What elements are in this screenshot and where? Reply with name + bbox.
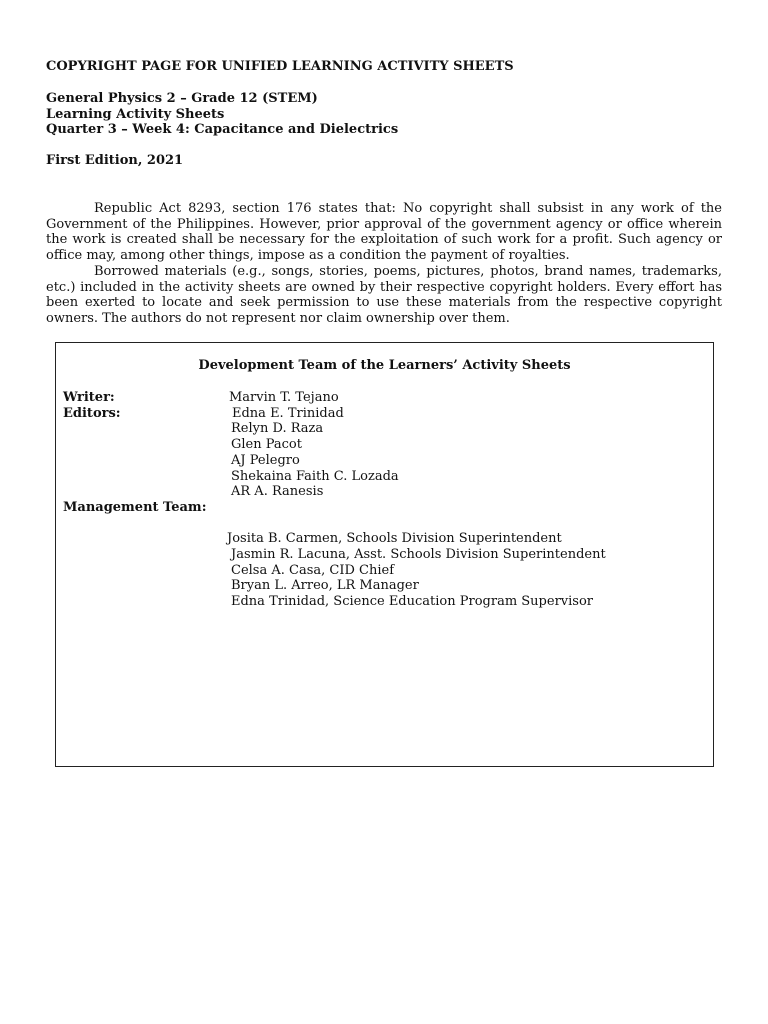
- writer-label: Writer:: [63, 390, 115, 405]
- editor-name: Edna E. Trinidad: [232, 406, 344, 421]
- management-team-label: Management Team:: [63, 500, 207, 515]
- development-team-box: [55, 342, 714, 767]
- subject-title: General Physics 2 – Grade 12 (STEM): [46, 91, 318, 106]
- management-member: Edna Trinidad, Science Education Program Supervisor: [231, 594, 594, 609]
- edition: First Edition, 2021: [46, 153, 184, 168]
- management-member: Celsa A. Casa, CID Chief: [231, 563, 395, 578]
- management-member: Jasmin R. Lacuna, Asst. Schools Division Superintendent: [231, 547, 606, 562]
- writer-name: Marvin T. Tejano: [229, 390, 339, 405]
- editor-name: AR A. Ranesis: [231, 484, 324, 499]
- editor-name: AJ Pelegro: [231, 453, 300, 468]
- development-team-title: Development Team of the Learners’ Activity Sheets: [198, 358, 571, 373]
- editor-name: Glen Pacot: [231, 437, 302, 452]
- paragraph-borrowed-materials: Borrowed materials (e.g., songs, stories, poems, pictures, photos, brand names, trademarks, etc.) included in the activity sheets are owned by their respective copyright holders. Every effort has been exerted to locate and seek permission to use these materials from the respective copyright owners. The authors do not represent nor claim ownership over them.: [46, 263, 722, 326]
- copyright-notice: [46, 201, 722, 327]
- editor-name: Shekaina Faith C. Lozada: [231, 469, 399, 484]
- copyright-title: COPYRIGHT PAGE FOR UNIFIED LEARNING ACTIVITY SHEETS: [46, 59, 514, 74]
- paragraph-republic-act: Republic Act 8293, section 176 states that: No copyright shall subsist in any work of the Government of the Philippines. However, prior approval of the government agency or office wherein the work is created shall be necessary for the exploitation of such work for a profit. Such agency or office may, among other things, impose as a condition the payment of royalties.: [46, 201, 722, 264]
- document-type: Learning Activity Sheets: [46, 107, 225, 122]
- editors-label: Editors:: [63, 406, 121, 421]
- management-member: Bryan L. Arreo, LR Manager: [231, 578, 419, 593]
- editor-name: Relyn D. Raza: [231, 421, 324, 436]
- quarter-week-topic: Quarter 3 – Week 4: Capacitance and Dielectrics: [46, 122, 399, 137]
- management-member: Josita B. Carmen, Schools Division Superintendent: [227, 531, 562, 546]
